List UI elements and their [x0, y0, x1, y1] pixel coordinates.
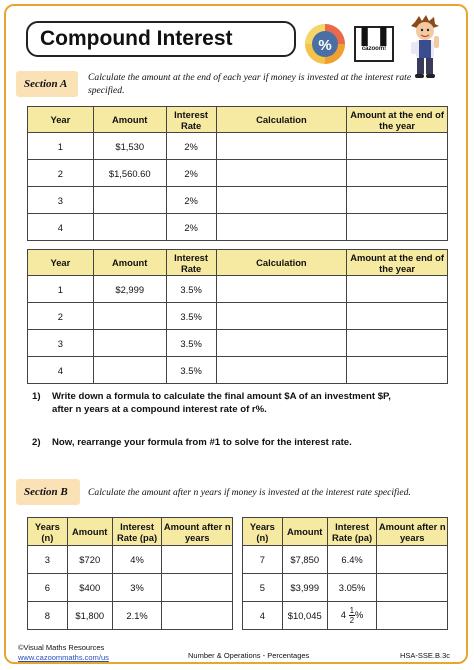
- question-1-text: Write down a formula to calculate the final amount $A of an investment $P, after n years at a compound interest rate of r%.: [52, 391, 391, 415]
- footer-code: HSA-SSE.B.3c: [400, 651, 451, 660]
- table-row: [243, 574, 448, 602]
- table-row: [28, 276, 448, 303]
- cell-answer[interactable]: [162, 546, 233, 574]
- percent-symbol: %: [318, 37, 332, 54]
- section-a-table-1: [27, 106, 448, 241]
- cell-amount[interactable]: [93, 330, 166, 357]
- cell-amount[interactable]: [93, 303, 166, 330]
- col-years: Years (n): [28, 518, 68, 546]
- cell-years: 8: [28, 602, 68, 630]
- mixed-rate-suffix: %: [355, 608, 364, 620]
- table-row: [243, 602, 448, 630]
- cell-year: 4: [28, 214, 94, 241]
- section-a-instruction: Calculate the amount at the end of each year if money is invested at the interest rate specified.: [88, 72, 412, 96]
- cell-calculation[interactable]: [216, 357, 347, 384]
- cell-calculation[interactable]: [216, 160, 347, 187]
- table-row: [28, 187, 448, 214]
- footer-copyright: ©Visual Maths Resources: [18, 643, 105, 652]
- cell-year: 2: [28, 160, 94, 187]
- cell-amount: $1,800: [67, 602, 112, 630]
- cell-answer[interactable]: [377, 602, 448, 630]
- cell-answer[interactable]: [377, 574, 448, 602]
- title-box: [26, 21, 296, 57]
- table-row: [28, 303, 448, 330]
- cell-calculation[interactable]: [216, 303, 347, 330]
- col-year: Year: [28, 107, 94, 133]
- table-row: [243, 546, 448, 574]
- table-row: [28, 330, 448, 357]
- col-calculation: Calculation: [216, 107, 347, 133]
- section-b-label: Section B: [16, 479, 80, 505]
- col-amount-end: Amount at the end of the year: [347, 250, 448, 276]
- col-amount-end: Amount at the end of the year: [347, 107, 448, 133]
- col-interest-rate: Interest Rate: [166, 250, 216, 276]
- section-b-table-right: [242, 517, 448, 630]
- col-amount: Amount: [93, 107, 166, 133]
- cell-amount[interactable]: [93, 187, 166, 214]
- col-amount-after: Amount after n years: [377, 518, 448, 546]
- section-a-table-2: [27, 249, 448, 384]
- cell-rate: 4%: [112, 546, 162, 574]
- cell-calculation[interactable]: [216, 187, 347, 214]
- col-interest-rate: Interest Rate (pa): [112, 518, 162, 546]
- table-row: [28, 133, 448, 160]
- question-1-number: 1): [32, 391, 41, 402]
- cell-rate: 2%: [166, 187, 216, 214]
- cell-amount: $7,850: [282, 546, 327, 574]
- cell-answer[interactable]: [347, 160, 448, 187]
- table-row: [28, 357, 448, 384]
- cell-answer[interactable]: [347, 330, 448, 357]
- cell-rate: 2%: [166, 160, 216, 187]
- cell-answer[interactable]: [377, 546, 448, 574]
- cell-rate: 2%: [166, 133, 216, 160]
- section-b-table-left: [27, 517, 233, 630]
- col-amount: Amount: [282, 518, 327, 546]
- cell-rate: 3.5%: [166, 303, 216, 330]
- cell-amount: $3,999: [282, 574, 327, 602]
- cell-answer[interactable]: [162, 574, 233, 602]
- cell-amount: $10,045: [282, 602, 327, 630]
- cell-answer[interactable]: [347, 357, 448, 384]
- table-row: [28, 602, 233, 630]
- cell-year: 4: [28, 357, 94, 384]
- cell-amount: $720: [67, 546, 112, 574]
- question-2-text: Now, rearrange your formula from #1 to solve for the interest rate.: [52, 437, 352, 448]
- cell-calculation[interactable]: [216, 330, 347, 357]
- cell-year: 1: [28, 133, 94, 160]
- cell-year: 3: [28, 187, 94, 214]
- table-row: [28, 546, 233, 574]
- cell-calculation[interactable]: [216, 133, 347, 160]
- mixed-rate-whole: 4: [340, 608, 346, 620]
- footer-topic: Number & Operations - Percentages: [188, 651, 310, 660]
- cell-answer[interactable]: [347, 133, 448, 160]
- cell-amount: $400: [67, 574, 112, 602]
- cell-answer[interactable]: [347, 276, 448, 303]
- cell-rate: 2%: [166, 214, 216, 241]
- col-interest-rate: Interest Rate: [166, 107, 216, 133]
- col-amount: Amount: [67, 518, 112, 546]
- section-a-label: Section A: [16, 71, 78, 97]
- cell-calculation[interactable]: [216, 214, 347, 241]
- cell-rate: 3.05%: [327, 574, 377, 602]
- cell-rate: 6.4%: [327, 546, 377, 574]
- cell-rate: 2.1%: [112, 602, 162, 630]
- percent-logo-icon: [303, 22, 347, 66]
- cell-amount: $1,560.60: [93, 160, 166, 187]
- cell-amount: $1,530: [93, 133, 166, 160]
- cell-amount: $2,999: [93, 276, 166, 303]
- col-year: Year: [28, 250, 94, 276]
- cell-rate: 3.5%: [166, 357, 216, 384]
- cazoom-logo: [354, 26, 394, 62]
- col-calculation: Calculation: [216, 250, 347, 276]
- cell-answer[interactable]: [347, 187, 448, 214]
- cell-amount[interactable]: [93, 214, 166, 241]
- table-row: [28, 160, 448, 187]
- cell-years: 6: [28, 574, 68, 602]
- cell-years: 3: [28, 546, 68, 574]
- cell-answer[interactable]: [347, 214, 448, 241]
- cazoom-brand: cazoom!: [361, 46, 387, 52]
- cell-year: 1: [28, 276, 94, 303]
- cell-calculation[interactable]: [216, 276, 347, 303]
- cell-year: 3: [28, 330, 94, 357]
- col-amount-after: Amount after n years: [162, 518, 233, 546]
- cell-rate: [327, 602, 377, 630]
- cell-answer[interactable]: [347, 303, 448, 330]
- cell-years: 5: [243, 574, 283, 602]
- cell-rate: 3%: [112, 574, 162, 602]
- fraction-denominator: 2: [349, 616, 355, 625]
- cell-amount[interactable]: [93, 357, 166, 384]
- col-years: Years (n): [243, 518, 283, 546]
- section-b-instruction: Calculate the amount after n years if money is invested at the interest rate specified.: [88, 487, 411, 498]
- cazoom-glyph-icon: ▌▐: [361, 27, 387, 46]
- cell-rate: 3.5%: [166, 276, 216, 303]
- cell-years: 7: [243, 546, 283, 574]
- table-row: [28, 574, 233, 602]
- col-amount: Amount: [93, 250, 166, 276]
- cell-rate: 3.5%: [166, 330, 216, 357]
- question-2-number: 2): [32, 437, 41, 448]
- col-interest-rate: Interest Rate (pa): [327, 518, 377, 546]
- footer-url-link[interactable]: www.cazoommaths.com/us: [18, 653, 109, 662]
- cell-answer[interactable]: [162, 602, 233, 630]
- cell-year: 2: [28, 303, 94, 330]
- cell-years: 4: [243, 602, 283, 630]
- fraction-numerator: 1: [349, 606, 355, 615]
- page-title: Compound Interest: [40, 27, 233, 50]
- table-row: [28, 214, 448, 241]
